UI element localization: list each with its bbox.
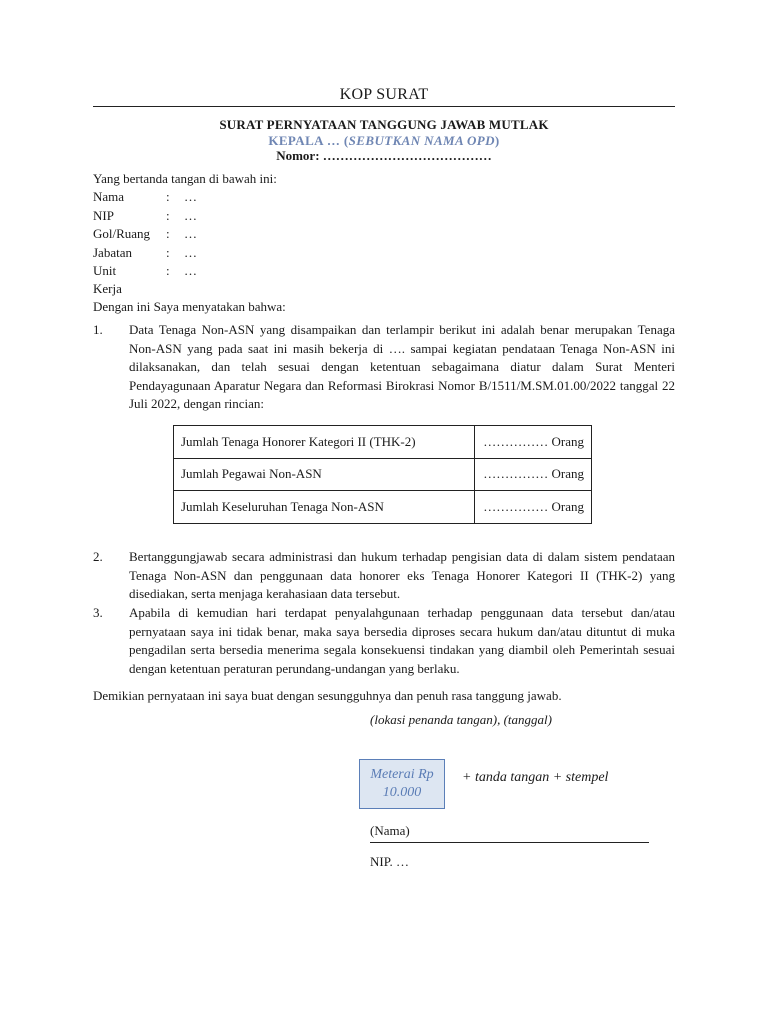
rincian-value: …………… Orang [475,458,592,491]
subtitle-opd: SEBUTKAN NAMA OPD [348,133,495,148]
title-block [93,117,675,164]
identity-colon: : [166,244,170,260]
item-text: Apabila di kemudian hari terdapat penyalahgunaan terhadap penggunaan data tersebut dan/atau pernyataan saya ini tidak benar, maka saya bersedia diproses secara hukum dan/atau dituntut di muka pengadilan serta bersedia menerima segala konsekuensi tindakan yang diambil oleh Pemerintah sesuai dengan ketentuan peraturan perundang-undangan yang berlaku. [129,605,675,676]
signature-note: + tanda tangan + stempel [462,770,609,785]
header-divider [93,106,675,107]
closing-text: Demikian pernyataan ini saya buat dengan sesungguhnya dan penuh rasa tanggung jawab. [93,688,562,703]
statement-intro: Dengan ini Saya menyatakan bahwa: [93,299,286,314]
rincian-label: Jumlah Pegawai Non-ASN [174,458,475,491]
subtitle-suffix: ) [494,133,500,148]
identity-colon: : [166,263,170,278]
item-text: Bertanggungjawab secara administrasi dan hukum terhadap pengisian data di dalam sistem pendataan Tenaga Non-ASN dan penggunaan data honorer eks Tenaga Honorer Kategori II (THK-2) yang disediakan, serta menjaga kerahasiaan data tersebut. [129,549,675,601]
table-row [174,458,592,491]
place-date: (lokasi penanda tangan), (tanggal) [370,712,552,727]
signer-nip: NIP. … [370,854,410,869]
rincian-value: …………… Orang [475,426,592,459]
identity-value: … [184,226,197,241]
rincian-table [173,425,592,524]
rincian-value: …………… Orang [475,491,592,524]
identity-colon: : [166,189,170,204]
rincian-label: Jumlah Tenaga Honorer Kategori II (THK-2) [174,426,475,459]
item-number: 2. [93,549,103,564]
kop-surat: KOP SURAT [339,86,429,103]
identity-value: … [184,263,197,278]
document-number: Nomor: ………………………………… [276,148,492,163]
document-title: SURAT PERNYATAAN TANGGUNG JAWAB MUTLAK [219,117,549,132]
table-row [174,491,592,524]
signature-line [370,842,649,843]
item-number: 3. [93,605,103,620]
table-row [174,426,592,459]
identity-label: Unit Kerja [93,263,122,296]
document-subtitle [93,133,675,148]
identity-label: Nama [93,189,125,204]
identity-value: … [184,207,197,223]
meterai-line2: 10.000 [382,785,422,800]
identity-value: … [184,244,197,260]
subtitle-prefix: KEPALA … ( [268,133,349,148]
identity-colon: : [166,207,170,223]
signer-name: (Nama) [370,823,410,838]
rincian-label: Jumlah Keseluruhan Tenaga Non-ASN [174,491,475,524]
identity-label: Gol/Ruang [93,226,151,241]
identity-value: … [184,189,197,204]
meterai-line1: Meterai Rp [370,767,434,782]
identity-label: Jabatan [93,244,132,260]
item-number: 1. [93,322,103,337]
identity-label: NIP [93,207,114,223]
identity-colon: : [166,226,170,241]
meterai-stamp [359,759,445,809]
item-text: Data Tenaga Non-ASN yang disampaikan dan terlampir berikut ini adalah benar merupakan Tenaga Non-ASN yang pada saat ini masih bekerja di …. sampai kegiatan pendataan Tenaga Non-ASN ini dilaksanakan, dan telah sesuai dengan ketentuan sebagaimana diatur dalam Surat Menteri Pendayagunaan Aparatur Negara dan Reformasi Birokrasi Nomor B/1511/M.SM.01.00/2022 tanggal 22 Juli 2022, dengan rincian: [129,322,675,411]
intro-text: Yang bertanda tangan di bawah ini: [93,171,277,186]
